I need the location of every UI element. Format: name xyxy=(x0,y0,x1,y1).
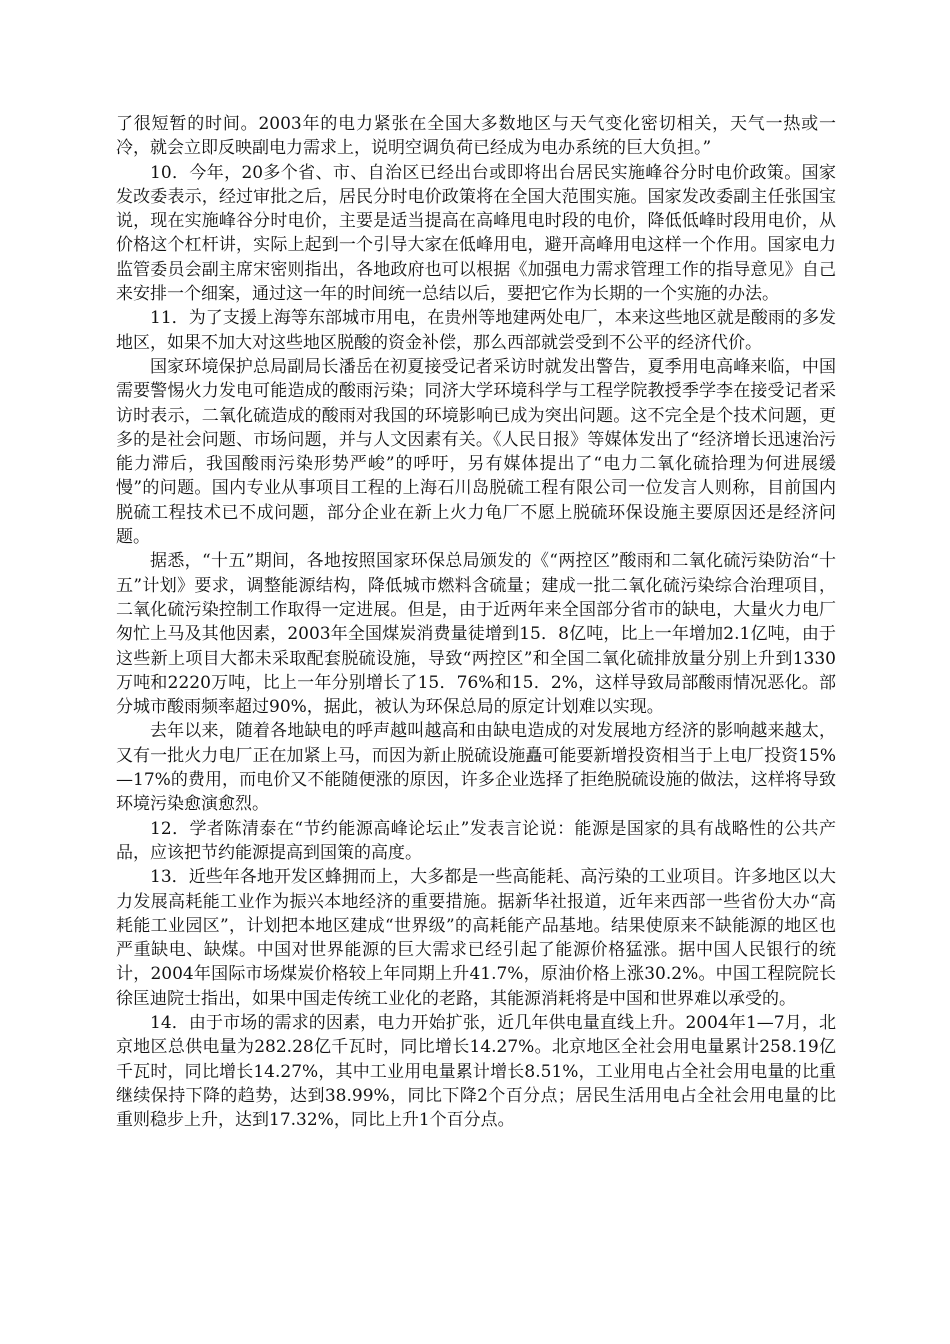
paragraph-item-12: 12．学者陈清泰在“节约能源高峰论坛止”发表言论说：能源是国家的具有战略性的公共产品，应该把节约能源提高到国策的高度。 xyxy=(116,818,836,863)
paragraph-acid-rain-warning: 国家环境保护总局副局长潘岳在初夏接受记者采访时就发出警告，夏季用电高峰来临，中国需要警惕火力发电可能造成的酸雨污染；同济大学环境科学与工程学院教授季学李在接受记者采访时表示，二氧化硫造成的酸雨对我国的环境影响已成为突出问题。这不完全是个技术问题，更多的是社会问题、市场问题，并与人文因素有关。《人民日报》等媒体发出了“经济增长迅速治污能力滞后，我国酸雨污染形势严峻”的呼吁，另有媒体提出了“电力二氧化硫拾理为何进展缓慢”的问题。国内专业从事项目工程的上海石川岛脱硫工程有限公司一位发言人则称，目前国内脱硫工程技术已不成问题，部分企业在新上火力龟厂不愿上脱硫环保设施主要原因还是经济问题。 xyxy=(116,356,836,548)
paragraph-tenth-five-year: 据悉，“十五”期间，各地按照国家环保总局颁发的《“两控区”酸雨和二氧化硫污染防治“十五”计划》要求，调整能源结构，降低城市燃料含硫量；建成一批二氧化硫污染综合治理项目，二氧化硫污染控制工作取得一定进展。但是，由于近两年来全国部分省市的缺电，大量火力电厂匆忙上马及其他因素，2003年全国煤炭消费量徒增到15．8亿吨，比上一年增加2.1亿吨，由于这些新上项目大都未采取配套脱硫设施，导致“两控区”和全国二氧化硫排放量分别上升到1330万吨和2220万吨，比上一年分别增长了15．76%和15．2%，这样导致局部酸雨情况恶化。部分城市酸雨频率超过90%，据此，被认为环保总局的原定计划难以实现。 xyxy=(116,551,836,718)
paragraph-item-14: 14．由于市场的需求的因素，电力开始扩张，近几年供电量直线上升。2004年1—7月，北京地区总供电量为282.28亿千瓦时，同比增长14.27%。北京地区全社会用电量累计258.19亿千瓦时，同比增长14.27%，其中工业用电量累计增长8.51%，工业用电占全社会用电量的比重继续保持下降的趋势，达到38.99%，同比下降2个百分点；居民生活用电占全社会用电量的比重则稳步上升，达到17.32%，同比上升1个百分点。 xyxy=(116,1012,836,1131)
paragraph-item-13: 13．近些年各地开发区蜂拥而上，大多都是一些高能耗、高污染的工业项目。许多地区以大力发展高耗能工业作为振兴本地经济的重要措施。据新华社报道，近年来西部一些省份大办“高耗能工业园区”，计划把本地区建成“世界级”的高耗能产品基地。结果使原来不缺能源的地区也严重缺电、缺煤。中国对世界能源的巨大需求已经引起了能源价格猛涨。据中国人民银行的统计，2004年国际市场煤炭价格较上年同期上升41.7%，原油价格上涨30.2%。中国工程院院长徐匡迪院士指出，如果中国走传统工业化的老路，其能源消耗将是中国和世界难以承受的。 xyxy=(116,867,836,1009)
paragraph-desulfurization: 去年以来，随着各地缺电的呼声越叫越高和由缺电造成的对发展地方经济的影响越来越太，又有一批火力电厂正在加紧上马，而因为新止脱硫设施矗可能要新增投资相当于上电厂投资15%—17%的费用，而电价又不能随便涨的原因，许多企业选择了拒绝脱硫设施的做法，这样将导致环境污染愈演愈烈。 xyxy=(116,721,836,815)
document-page xyxy=(116,112,836,1132)
paragraph-continuation: 了很短暂的时间。2003年的电力紧张在全国大多数地区与天气变化密切相关，天气一热或一冷，就会立即反映副电力需求上，说明空调负荷已经成为电办系统的巨大负担。” xyxy=(116,114,836,159)
paragraph-item-11: 11．为了支援上海等东部城市用电，在贵州等地建两处电厂，本来这些地区就是酸雨的多发地区，如果不加大对这些地区脱酸的资金补偿，那么西部就尝受到不公平的经济代价。 xyxy=(116,308,836,353)
paragraph-item-10: 10．今年，20多个省、市、自治区已经出台或即将出台居民实施峰谷分时电价政策。国家发改委表示，经过审批之后，居民分时电价政策将在全国大范围实施。国家发改委副主任张国宝说，现在实施峰谷分时电价，主要是适当提高在高峰甩电时段的电价，降低低峰时段用电价，从价格这个杠杆讲，实际上起到一个引导大家在低峰用电，避开高峰用电这样一个作用。国家电力监管委员会副主席宋密则指出，各地政府也可以根据《加强电力需求管理工作的指导意见》自己来安排一个细案，通过这一年的时间统一总结以后，要把它作为长期的一个实施的办法。 xyxy=(116,162,836,305)
